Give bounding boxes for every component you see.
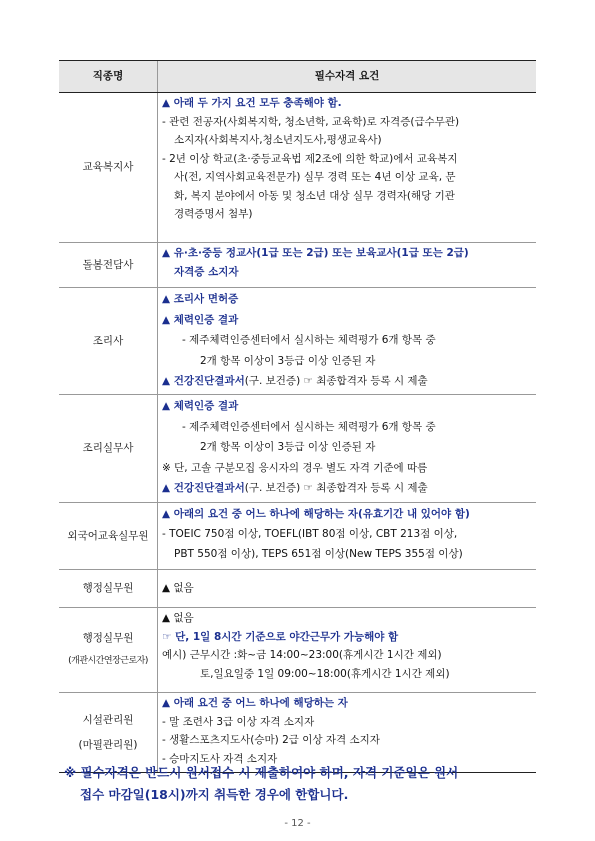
requirements (158, 570, 536, 607)
requirement-text: (구. 보건증) ☞ 최종합격자 등록 시 제출 (244, 375, 428, 387)
requirement-line: ▲ 아래의 요건 중 어느 하나에 해당하는 자(유효기간 내 있어야 함) (162, 508, 470, 520)
requirement-line: - 제주체력인증센터에서 실시하는 체력평가 6개 항목 중 (182, 334, 436, 346)
job-name: 조리사 (59, 288, 158, 394)
requirement-line: - 제주체력인증센터에서 실시하는 체력평가 6개 항목 중 (182, 420, 436, 433)
requirement-line: 토,일요일중 1일 09:00~18:00(휴게시간 1시간 제외) (200, 667, 450, 680)
requirement-emphasis: ▲ 건강진단결과서 (162, 482, 245, 494)
job-name: 교육복지사 (59, 93, 158, 242)
job-name-sub: (마필관리원) (78, 738, 138, 751)
requirements (158, 288, 536, 394)
requirement-line: 화, 복지 분야에서 아동 및 청소년 대상 실무 경력자(해당 기관 (174, 189, 455, 202)
requirement-line: ▲ 없음 (162, 612, 194, 624)
requirement-line: ▲ 아래 두 가지 요건 모두 충족해야 함. (162, 97, 342, 109)
job-name: 행정실무원 (59, 570, 158, 607)
qualification-table (59, 60, 536, 773)
requirement-line: - TOEIC 750점 이상, TOEFL(IBT 80점 이상, CBT 213점 이상, (162, 528, 458, 540)
requirement-line: 자격증 소지자 (174, 265, 239, 278)
requirement-line: ▲ 없음 (162, 582, 194, 595)
requirement-line: ▲ 아래 요건 중 어느 하나에 해당하는 자 (162, 697, 348, 709)
header-requirements: 필수자격 요건 (314, 70, 380, 83)
table-row (59, 243, 536, 288)
table-row (59, 93, 536, 243)
requirement-line: 2개 항목 이상이 3등급 이상 인증된 자 (200, 441, 376, 453)
job-name: 돌봄전담사 (59, 243, 158, 287)
requirement-emphasis: ▲ 건강진단결과서 (162, 375, 245, 387)
requirement-line: 2개 항목 이상이 3등급 이상 인증된 자 (200, 354, 376, 367)
job-name-main: 시설관리원 (82, 713, 134, 726)
requirement-line: ▲ 조리사 면허증 (162, 293, 239, 305)
requirement-line: 사(전, 지역사회교육전문가) 실무 경력 또는 4년 이상 교육, 문 (174, 171, 456, 183)
requirement-line: 경력증명서 첨부) (174, 208, 253, 220)
table-row (59, 288, 536, 395)
header-job-title: 직종명 (59, 61, 158, 92)
job-name: 외국어교육실무원 (59, 503, 158, 569)
job-name-main: 행정실무원 (82, 632, 134, 644)
requirement-line: - 생활스포츠지도사(승마) 2급 이상 자격 소지자 (162, 734, 380, 746)
page-number: - 12 - (284, 818, 311, 829)
requirement-line: ※ 단, 고솔 구분모집 응시자의 경우 별도 자격 기준에 따름 (162, 461, 428, 474)
requirement-line: - 말 조련사 3급 이상 자격 소지자 (162, 715, 315, 728)
table-row (59, 395, 536, 503)
requirement-line: - 2년 이상 학교(초·중등교육법 제2조에 의한 학교)에서 교육복지 (162, 152, 458, 165)
requirements (158, 693, 536, 772)
requirement-line: - 승마지도사 자격 소지자 (162, 752, 278, 765)
job-name-sub: (개관시간연장근로자) (68, 656, 148, 666)
requirement-line: 소지자(사회복지사,청소년지도사,평생교육사) (174, 134, 382, 146)
requirements (158, 608, 536, 692)
requirement-line (162, 478, 532, 499)
table-row (59, 503, 536, 570)
requirement-line: 예시) 근무시간 :화~금 14:00~23:00(휴게시간 1시간 제외) (162, 649, 442, 661)
table-row (59, 693, 536, 773)
requirement-line: ▲ 체력인증 결과 (162, 313, 239, 326)
table-header (59, 61, 536, 93)
job-name (59, 693, 158, 772)
table-row (59, 608, 536, 693)
requirements (158, 503, 536, 569)
job-name (59, 608, 158, 692)
note-line: ※ 필수자격은 반드시 원서접수 시 제출하여야 하며, 자격 기준일은 원서 (64, 765, 459, 780)
requirement-line: ▲ 체력인증 결과 (162, 400, 239, 412)
requirement-line: ☞ 단, 1일 8시간 기준으로 야간근무가 가능해야 함 (162, 630, 399, 643)
requirement-line: - 관련 전공자(사회복지학, 청소년학, 교육학)로 자격증(급수무관) (162, 115, 460, 128)
requirement-line: PBT 550점 이상), TEPS 651점 이상(New TEPS 355점 이상) (174, 548, 463, 560)
requirements (158, 395, 536, 502)
table-row (59, 570, 536, 608)
requirement-line (162, 371, 532, 392)
requirement-line: ▲ 유·초·중등 정교사(1급 또는 2급) 또는 보육교사(1급 또는 2급) (162, 247, 469, 259)
note-line: 접수 마감일(18시)까지 취득한 경우에 한합니다. (80, 787, 349, 802)
requirements (158, 93, 536, 242)
job-name: 조리실무사 (59, 395, 158, 502)
requirements (158, 243, 536, 287)
qualification-note (64, 762, 534, 806)
requirement-text: (구. 보건증) ☞ 최종합격자 등록 시 제출 (244, 482, 428, 494)
